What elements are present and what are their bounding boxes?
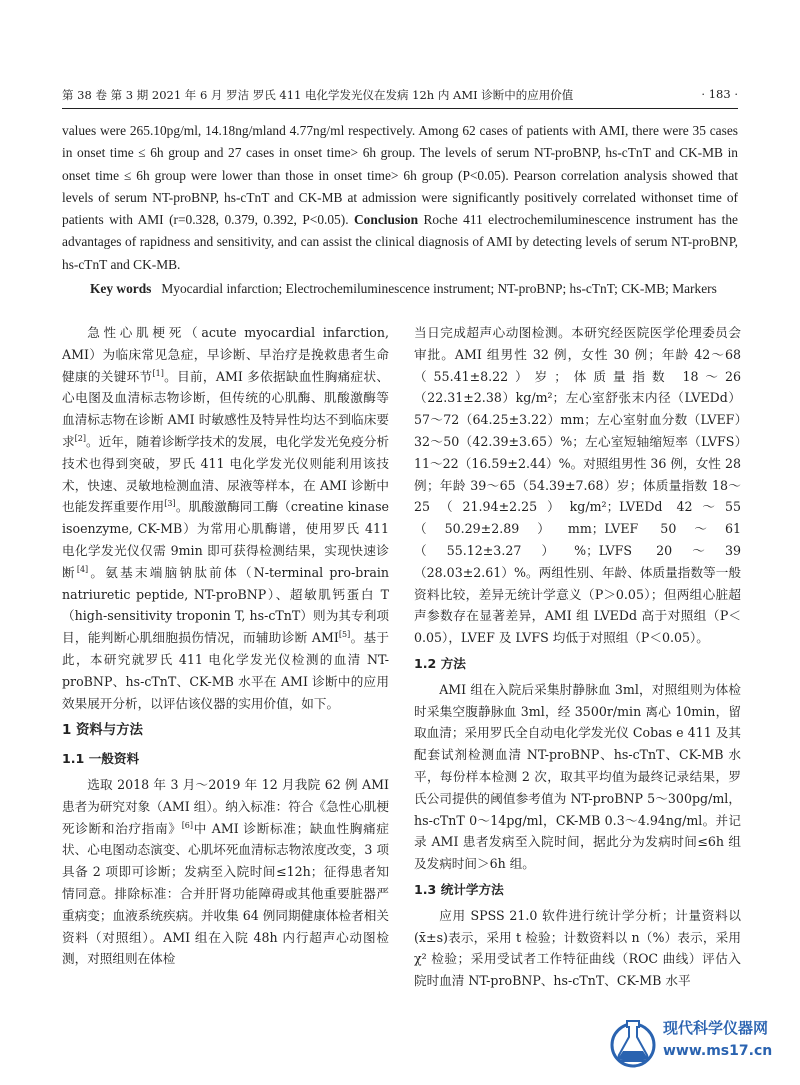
citation[interactable]: [3] (164, 499, 176, 509)
section-heading-methods: 1 资料与方法 (62, 723, 143, 739)
subsection-heading-statistics: 1.3 统计学方法 (414, 881, 504, 897)
conclusion-label: Conclusion (354, 212, 419, 228)
left-column (62, 322, 389, 970)
watermark-site-name: 现代科学仪器网 (663, 1019, 769, 1037)
abstract-conclusion-text: Roche 411 electrochemiluminescence instrument has the advantages of rapidness and sensitivity, and can assist the clinical diagnosis of AMI by detecting levels of serum NT-proBNP, hs-cTnT and CK-MB. (62, 212, 738, 272)
method-paragraph: AMI 组在入院后采集肘静脉血 3ml，对照组则为体检时采集空腹静脉血 3ml，经 3500r/min 离心 10min，留取血清；采用罗氏全自动电化学发光仪 Cobas e 411 及其配套试剂检测血清 NT-proBNP、hs-cTnT、CK-MB 水平，每份样本检测 2 次，取其平均值为最终记录结果，罗氏公司提供的阈值参考值为 NT-proBNP 5～300pg/ml，hs-cTnT 0～14pg/ml，CK-MB 0.3～4.94ng/ml。并记录 AMI 患者发病至入院时间，据此分为发病时间≤6h 组及发病时间＞6h 组。 (414, 681, 741, 872)
flask-logo-icon (607, 1015, 659, 1069)
abstract-results-text: values were 265.10pg/ml, 14.18ng/mland 4.77ng/ml respectively. Among 62 cases of patients with AMI, there were 35 cases in onset time ≤ 6h group and 27 cases in onset time> 6h group. The levels of serum NT-proBNP, hs-cTnT and CK-MB in onset time ≤ 6h group were lower than those in onset time> 6h group (P<0.05). Pearson correlation analysis showed that levels of serum NT-proBNP, hs-cTnT and CK-MB at admission were significantly positively correlated withonset time of patients with AMI (r=0.328, 0.379, 0.392, P<0.05). (62, 123, 738, 228)
running-header (62, 83, 738, 109)
citation[interactable]: [1] (152, 368, 164, 378)
header-journal-info: 第 38 卷 第 3 期 2021 年 6 月 罗洁 罗氏 411 电化学发光仪在发病 12h 内 AMI 诊断中的应用价值 (62, 88, 574, 102)
citation[interactable]: [6] (181, 820, 194, 830)
watermark-url: www.ms17.cn (663, 1043, 773, 1059)
keywords-text: Myocardial infarction; Electrochemiluminescence instrument; NT-proBNP; hs-cTnT; CK-MB; Markers (161, 281, 717, 296)
abstract-continuation (62, 120, 738, 276)
subsection-heading-method: 1.2 方法 (414, 655, 466, 671)
right-column (414, 322, 741, 992)
general-data-paragraph: 选取 2018 年 3 月～2019 年 12 月我院 62 例 AMI 患者为研究对象（AMI 组）。纳入标准：符合《急性心肌梗死诊断和治疗指南》[6]中 AMI 诊断标准；缺血性胸痛症状、心电图动态演变、心肌坏死血清标志物浓度改变，3 项具备 2 项即可诊断；发病至入院时间≤12h；征得患者知情同意。排除标准：合并肝肾功能障碍或其他重要脏器严重病变；血液系统疾病。并收集 64 例同期健康体检者相关资料（对照组）。AMI 组在入院 48h 内行超声心动图检测，对照组则在体检 (62, 776, 389, 967)
watermark (607, 1009, 792, 1075)
subjects-paragraph: 当日完成超声心动图检测。本研究经医院医学伦理委员会审批。AMI 组男性 32 例，女性 30 例；年龄 42～68（55.41±8.22）岁；体质量指数 18～26（22.31±2.38）kg/m²；左心室舒张末内径（LVEDd）57～72（64.25±3.22）mm；左心室射血分数（LVEF）32～50（42.39±3.65）%；左心室短轴缩短率（LVFS）11～22（16.59±2.44）%。对照组男性 36 例，女性 28 例；年龄 39～65（54.39±7.68）岁；体质量指数 18～25（21.94±2.25）kg/m²；LVEDd 42～55（50.29±2.89）mm；LVEF 50～61（55.12±3.27）%；LVFS 20～39（28.03±2.61）%。两组性别、年龄、体质量指数等一般资料比较，差异无统计学意义（P＞0.05）；但两组心脏超声参数存在显著差异，AMI 组 LVEDd 高于对照组（P＜0.05），LVEF 及 LVFS 均低于对照组（P＜0.05）。 (414, 325, 741, 646)
header-rule (62, 108, 738, 109)
keywords-label: Key words (90, 281, 152, 296)
intro-paragraph: 急性心肌梗死（acute myocardial infarction, AMI）为临床常见急症，早诊断、早治疗是挽救患者生命健康的关键环节[1]。目前，AMI 多依据缺血性胸痛症状、心电图及血清标志物诊断，但传统的心肌酶、肌酸激酶等血清标志物在诊断 AMI 时敏感性及特异性均达不到临床要求[2]。近年，随着诊断学技术的发展，电化学发光免疫分析技术也得到突破，罗氏 411 电化学发光仪则能利用该技术，快速、灵敏地检测血清、尿液等样本，在 AMI 诊断中也能发挥重要作用[3]。肌酸激酶同工酶（creatine kinase isoenzyme, CK-MB）为常用心肌酶谱，使用罗氏 411 电化学发光仪仅需 9min 即可获得检测结果，实现快速诊断[4]。氨基末端脑钠肽前体（N-terminal pro-brain natriuretic peptide, NT-proBNP）、超敏肌钙蛋白 T（high-sensitivity troponin T, hs-cTnT）则为其专利项目，能判断心肌细胞损伤情况，而辅助诊断 AMI[5]。基于此，本研究就罗氏 411 电化学发光仪检测的血清 NT-proBNP、hs-cTnT、CK-MB 水平在 AMI 诊断中的应用效果展开分析，以评估该仪器的实用价值，如下。 (62, 325, 390, 711)
citation[interactable]: [5] (338, 629, 351, 639)
subsection-heading-general: 1.1 一般资料 (62, 751, 140, 767)
statistics-paragraph: 应用 SPSS 21.0 软件进行统计学分析；计量资料以(x̄±s)表示，采用 t 检验；计数资料以 n（%）表示，采用 χ² 检验；采用受试者工作特征曲线（ROC 曲线）评估入院时血清 NT-proBNP、hs-cTnT、CK-MB 水平 (414, 907, 741, 989)
citation[interactable]: [4] (76, 564, 89, 574)
page-number: · 183 · (701, 87, 738, 101)
citation[interactable]: [2] (74, 433, 86, 443)
keywords (90, 278, 738, 300)
